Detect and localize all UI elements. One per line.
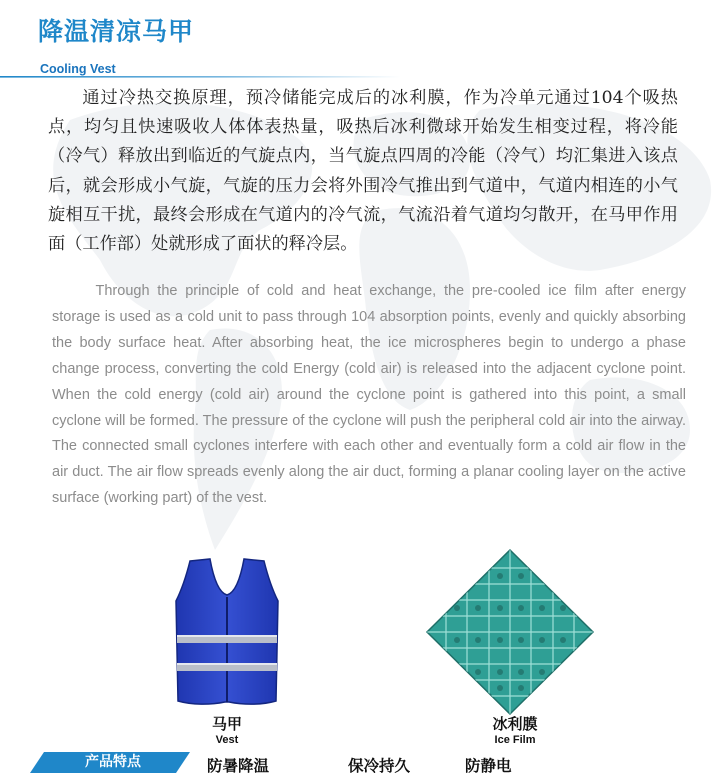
feature-item: 保冷持久 <box>348 757 411 775</box>
title-underline <box>0 76 400 82</box>
vest-caption-en: Vest <box>215 734 239 746</box>
description-chinese: 通过冷热交换原理，预冷储能完成后的冰利膜，作为冷单元通过104个吸热点，均匀且快速吸收人体体表热量，吸热后冰利微球开始发生相变过程，将冷能（冷气）释放出到临近的气旋点内，当气旋点四周的冷能（冷气）均汇集进入该点后，就会形成小气旋，气旋的压力会将外围冷气推出到气道中，气道内相连的小气旋相互干扰，最终会形成在气道内的冷气流，气流沿着气道均匀散开，在马甲作用面（工作部）处就形成了面状的释冷层。 <box>48 88 678 255</box>
feature-item: 防暑降温 <box>207 757 270 775</box>
ice-film-image <box>425 548 595 716</box>
ice-film-caption-en: Ice Film <box>494 734 536 746</box>
page-title: 降温清凉马甲 <box>38 17 195 46</box>
feature-item: 防静电 <box>465 757 512 775</box>
description-english: Through the principle of cold and heat exchange, the pre-cooled ice film after energy storage is used as a cold unit to pass through 104 absorption points, evenly and quickly absorbing the body surface heat. After absorbing heat, the ice microspheres begin to undergo a phase change process, converting the cold Energy (cold air) is released into the adjacent cyclone point. When the cold energy (cold air) around the cyclone point is gathered into this point, a small cyclone will be formed. The pressure of the cyclone will push the peripheral cold air into the airway. The connected small cyclones interfere with each other and eventually form a cold air flow in the air duct. The air flow spreads evenly along the air duct, forming a planar cooling layer on the active surface (working part) of the vest. <box>52 283 686 507</box>
page-subtitle: Cooling Vest <box>40 62 116 76</box>
ice-film-caption: 冰利膜 <box>492 715 538 733</box>
features-heading: 产品特点 <box>85 754 141 770</box>
vest-caption: 马甲 <box>211 715 242 733</box>
vest-image <box>172 555 282 710</box>
